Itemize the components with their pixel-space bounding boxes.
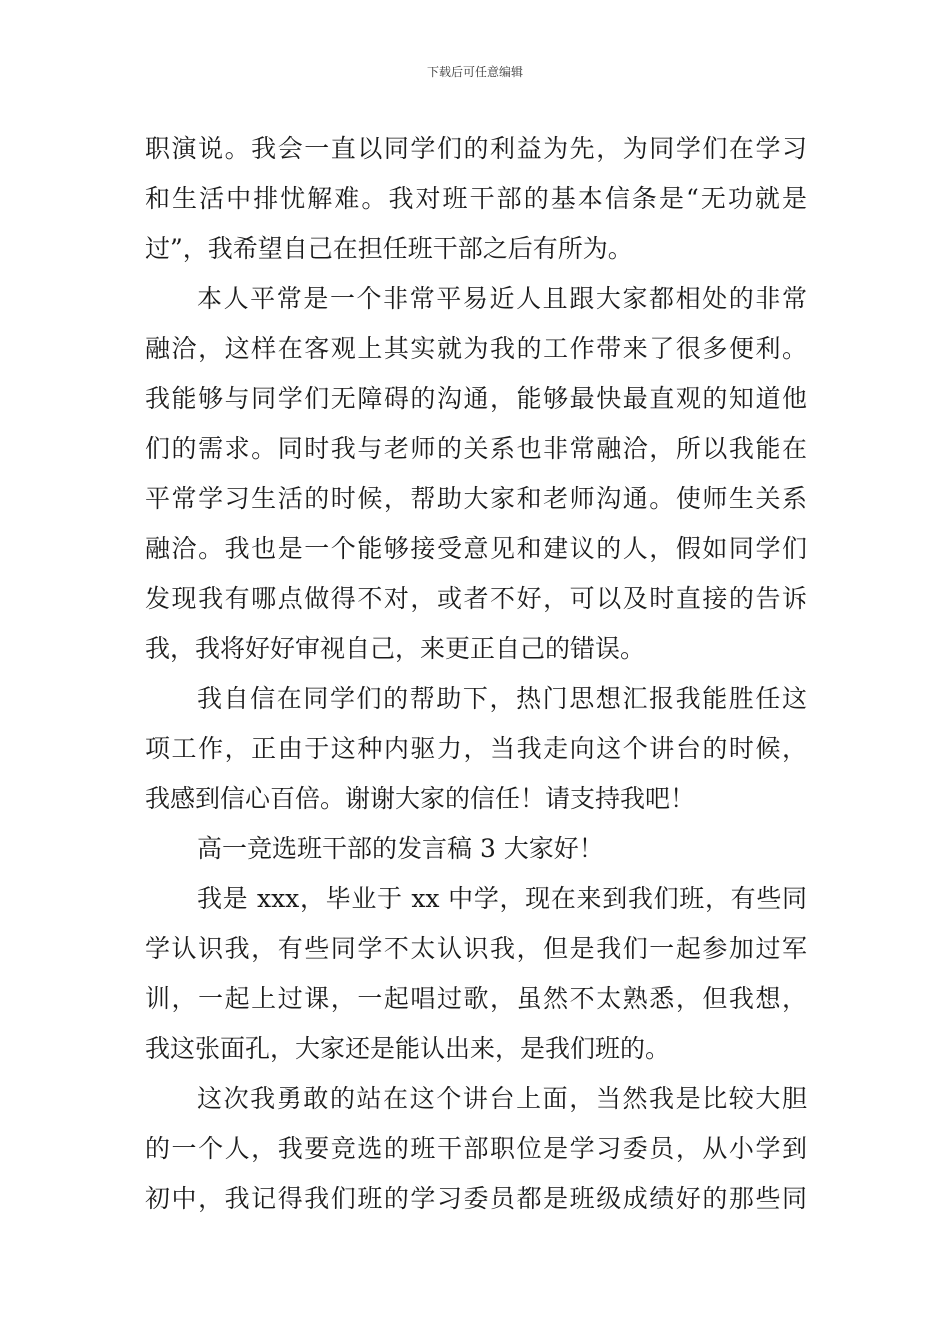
text-line: 平常学习生活的时候，帮助大家和老师沟通。使师生关系 — [145, 484, 807, 513]
text-line: 和生活中排忧解难。我对班干部的基本信条是“无功就是 — [145, 184, 807, 213]
paragraph — [145, 274, 807, 674]
text-line: 的一个人，我要竞选的班干部职位是学习委员，从小学到 — [145, 1134, 807, 1163]
text-line: 我感到信心百倍。谢谢大家的信任！请支持我吧！ — [145, 784, 696, 813]
text-line: 我能够与同学们无障碍的沟通，能够最快最直观的知道他 — [145, 384, 807, 413]
document-body — [145, 124, 807, 1224]
paragraph — [145, 874, 807, 1074]
text-line: 项工作，正由于这种内驱力，当我走向这个讲台的时候， — [145, 734, 807, 763]
text-line: 职演说。我会一直以同学们的利益为先，为同学们在学习 — [145, 134, 807, 163]
text-line: 我，我将好好审视自己，来更正自己的错误。 — [145, 634, 646, 663]
text-line: 我这张面孔，大家还是能认出来，是我们班的。 — [145, 1034, 671, 1063]
page-header-note: 下载后可任意编辑 — [426, 65, 523, 79]
paragraph — [145, 1074, 807, 1224]
text-line: 高一竞选班干部的发言稿 3 大家好！ — [197, 834, 604, 863]
text-line: 学认识我，有些同学不太认识我，但是我们一起参加过军 — [145, 934, 807, 963]
text-line: 训，一起上过课，一起唱过歌，虽然不太熟悉，但我想， — [145, 984, 807, 1013]
text-line: 过”，我希望自己在担任班干部之后有所为。 — [145, 234, 633, 263]
text-line: 我自信在同学们的帮助下，热门思想汇报我能胜任这 — [197, 684, 807, 713]
text-line: 融洽，这样在客观上其实就为我的工作带来了很多便利。 — [145, 334, 807, 363]
text-line: 我是 xxx，毕业于 xx 中学，现在来到我们班，有些同 — [197, 884, 807, 913]
paragraph — [145, 124, 807, 274]
text-line: 发现我有哪点做得不对，或者不好，可以及时直接的告诉 — [145, 584, 807, 613]
paragraph — [145, 674, 807, 824]
text-line: 融洽。我也是一个能够接受意见和建议的人，假如同学们 — [145, 534, 807, 563]
text-line: 这次我勇敢的站在这个讲台上面，当然我是比较大胆 — [197, 1084, 807, 1113]
text-line: 初中，我记得我们班的学习委员都是班级成绩好的那些同 — [145, 1184, 807, 1213]
paragraph — [145, 824, 807, 874]
text-line: 本人平常是一个非常平易近人且跟大家都相处的非常 — [197, 284, 807, 313]
text-line: 们的需求。同时我与老师的关系也非常融洽，所以我能在 — [145, 434, 807, 463]
